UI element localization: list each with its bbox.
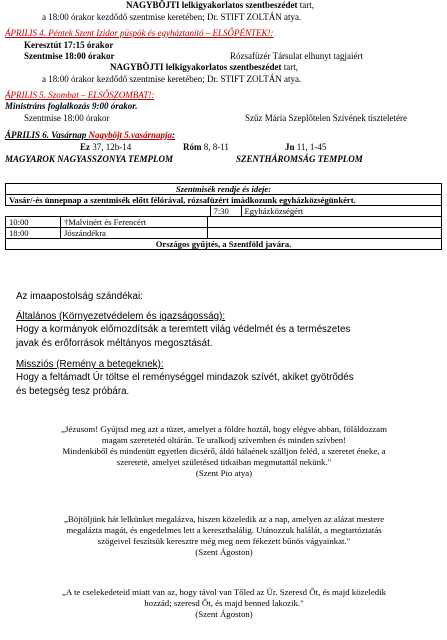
- quote-author: (Szent Ágoston): [195, 547, 253, 557]
- general-intention-text-1: Hogy a kormányok előmozdítsák a teremtett világ védelmét és a természetes: [16, 324, 351, 335]
- church-right: SZENTHÁROMSÁG TEMPLOM: [236, 154, 363, 164]
- april4-retreat-line: NAGYBÖJTI lelkigyakorlatos szentbeszédet tart,: [110, 62, 298, 72]
- row-1800: [6, 228, 442, 239]
- mass-intent-1000: †Malvinért és Ferencért: [61, 217, 208, 227]
- stations-of-cross: Keresztút 17:15 órakor: [24, 40, 114, 50]
- reading-1: Ez 37, 12b-14: [80, 142, 132, 152]
- lent-retreat-line: NAGYBÖJTI lelkigyakorlatos szentbeszédet tart,: [126, 0, 314, 10]
- quote-author: (Szent Pio atya): [195, 468, 253, 478]
- empty-cell: [6, 206, 211, 217]
- general-intention-heading: Általános (Környezetvédelem és igazságosság):: [16, 311, 226, 322]
- mission-intention-text-2: és betegség tesz próbára.: [16, 386, 130, 397]
- mission-intention-text-1: Hogy a feltámadt Úr töltse el reménységgel mindazok szívét, akiket gyötrődés: [16, 372, 354, 383]
- intentions-title: Az imaapostolság szándékai:: [16, 291, 143, 302]
- mass-time-1000: 10:00: [6, 217, 61, 227]
- mass-time-730: 7:30: [210, 206, 241, 217]
- mass-intent-1800: Jószándékra: [61, 228, 208, 238]
- mass-time-1800: 18:00: [6, 228, 61, 238]
- mass-schedule-table: [5, 183, 442, 250]
- row-1000: [6, 217, 442, 228]
- april4-mass-intent: Rózsafüzér Társulat elhunyt tagjaiért: [230, 51, 364, 61]
- mission-intention-heading: Missziós (Remény a betegeknek):: [16, 359, 164, 370]
- april4-retreat-detail: a 18:00 órakor kezdődő szentmise keretében; Dr. STIFT ZOLTÁN atya.: [42, 74, 302, 84]
- quote-augustine-1: „Böjtöljünk hát lelkünket megalázva, hiszen közeledik az a nap, amelyen az alázat mestere megalázta magát, és engedelmes lett a kereszthalálig. Utánozzuk halálát, a megtartóztatás szögeivel feszítsük keresztre még meg nem fékezett bűnös vágyainkat." (Szent Ágoston): [8, 514, 440, 558]
- church-left: MAGYAROK NAGYASSZONYA TEMPLOM: [5, 154, 174, 164]
- april6-heading: ÁPRILIS 6. Vasárnap Nagyböjt 5.vasárnapja:: [5, 130, 176, 140]
- april5-mass-intent: Szűz Mária Szeplőtelen Szívének tiszteletére: [245, 113, 407, 123]
- april4-heading: ÁPRILIS 4. Péntek Szent Izidor püspök és egyháztanító – ELSŐPÉNTEK!:: [5, 28, 274, 38]
- schedule-title: Szentmisék rendje és ideje:: [6, 184, 442, 195]
- general-intention-text-2: javak és erőforrások méltányos megosztását.: [16, 338, 213, 349]
- mass-intent-730: Egyházközségért: [241, 206, 442, 217]
- reading-2: Róm 8, 8-11: [183, 142, 229, 152]
- quote-author: (Szent Ágoston): [195, 609, 253, 619]
- april4-mass-time: Szentmise 18:00 órakor: [24, 51, 115, 61]
- retreat-detail: a 18:00 órakor kezdődő szentmise keretében; Dr. STIFT ZOLTÁN atya.: [42, 12, 302, 22]
- collection-note: Országos gyűjtés, a Szentföld javára.: [6, 239, 442, 250]
- april5-mass-time: Szentmise 18:00 órakor: [24, 113, 110, 123]
- quote-pio: „Jézusom! Gyújtsd meg azt a tüzet, amelyet a földre hoztál, hogy elégve abban, föláldozzam magam szeretetéd oltárán. Te uralkodj szívemben és minden szívben! Mindenkiből és mindenütt egyetlen dicsérő, áldó hálaének szálljon feléd, a szeretet éneke, a szeretetë, amelyet születésed titkaiban megmutattál nekünk." (Szent Pio atya): [8, 424, 440, 479]
- quote-augustine-2: „A te cselekedeteid miatt van az, hogy távol van Tőled az Úr. Szeresd Őt, és majd közeledik hozzád; szeresd Őt, és majd benned lakozik." (Szent Ágoston): [8, 587, 440, 620]
- rosary-note: Vasár/-és ünnepnap a szentmisék előtt félórával, rózsafüzért imádkozunk egyházközségünkért.: [6, 195, 442, 206]
- ministrans-meeting: Ministráns foglalkozás 9:00 órakor.: [5, 101, 138, 111]
- april5-heading: ÁPRILIS 5. Szombat – ELSŐSZOMBAT!:: [5, 90, 155, 100]
- reading-3: Jn 11, 1-45: [285, 142, 327, 152]
